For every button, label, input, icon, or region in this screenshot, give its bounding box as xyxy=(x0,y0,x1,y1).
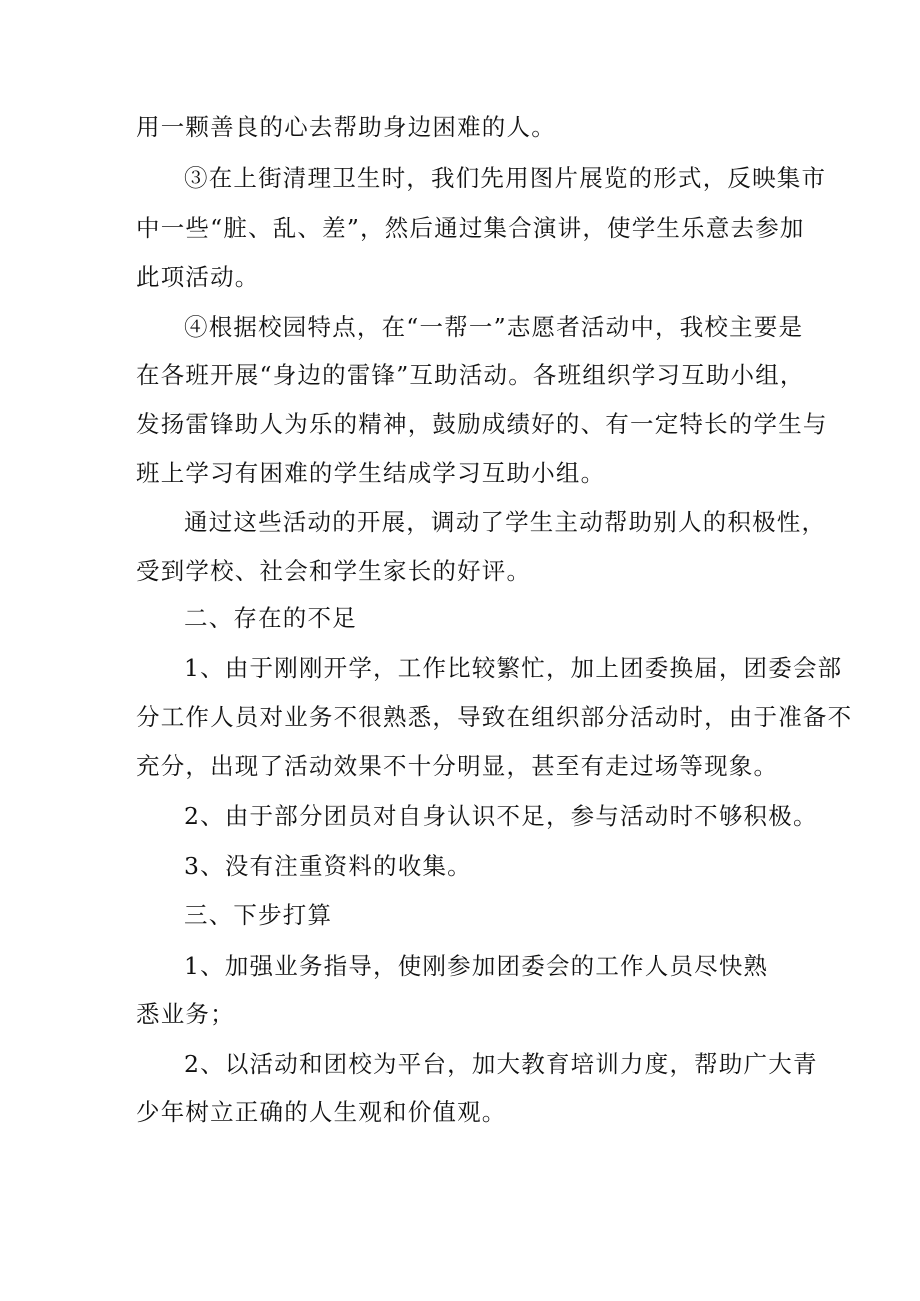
text-line: 班上学习有困难的学生结成学习互助小组。 xyxy=(136,459,606,487)
text-line: ③在上街清理卫生时，我们先用图片展览的形式，反映集市 xyxy=(184,164,827,192)
text-line: 受到学校、社会和学生家长的好评。 xyxy=(136,557,532,585)
section-heading: 二、存在的不足 xyxy=(184,604,357,632)
text-line: 通过这些活动的开展，调动了学生主动帮助别人的积极性， xyxy=(184,508,827,536)
text-line: 1、加强业务指导，使刚参加团委会的工作人员尽快熟 xyxy=(184,952,769,980)
text-line: 发扬雷锋助人为乐的精神，鼓励成绩好的、有一定特长的学生与 xyxy=(136,410,828,438)
text-line: 中一些“脏、乱、差”，然后通过集合演讲，使学生乐意去参加 xyxy=(136,214,805,242)
text-line: 3、没有注重资料的收集。 xyxy=(184,852,472,880)
text-line: ④根据校园特点，在“一帮一”志愿者活动中，我校主要是 xyxy=(184,313,804,341)
text-line: 1、由于刚刚开学，工作比较繁忙，加上团委换届，团委会部 xyxy=(184,654,843,682)
text-line: 此项活动。 xyxy=(136,263,260,291)
text-line: 在各班开展“身边的雷锋”互助活动。各班组织学习互助小组， xyxy=(136,361,805,389)
text-line: 悉业务； xyxy=(136,1000,235,1028)
text-line: 少年树立正确的人生观和价值观。 xyxy=(136,1098,507,1126)
text-line: 2、以活动和团校为平台，加大教育培训力度，帮助广大青 xyxy=(184,1050,818,1078)
text-line: 分工作人员对业务不很熟悉，导致在组织部分活动时，由于准备不 xyxy=(136,703,853,731)
section-heading: 三、下步打算 xyxy=(184,901,333,929)
text-line: 用一颗善良的心去帮助身边困难的人。 xyxy=(136,113,556,141)
text-line: 充分，出现了活动效果不十分明显，甚至有走过场等现象。 xyxy=(136,752,779,780)
text-line: 2、由于部分团员对自身认识不足，参与活动时不够积极。 xyxy=(184,802,818,830)
